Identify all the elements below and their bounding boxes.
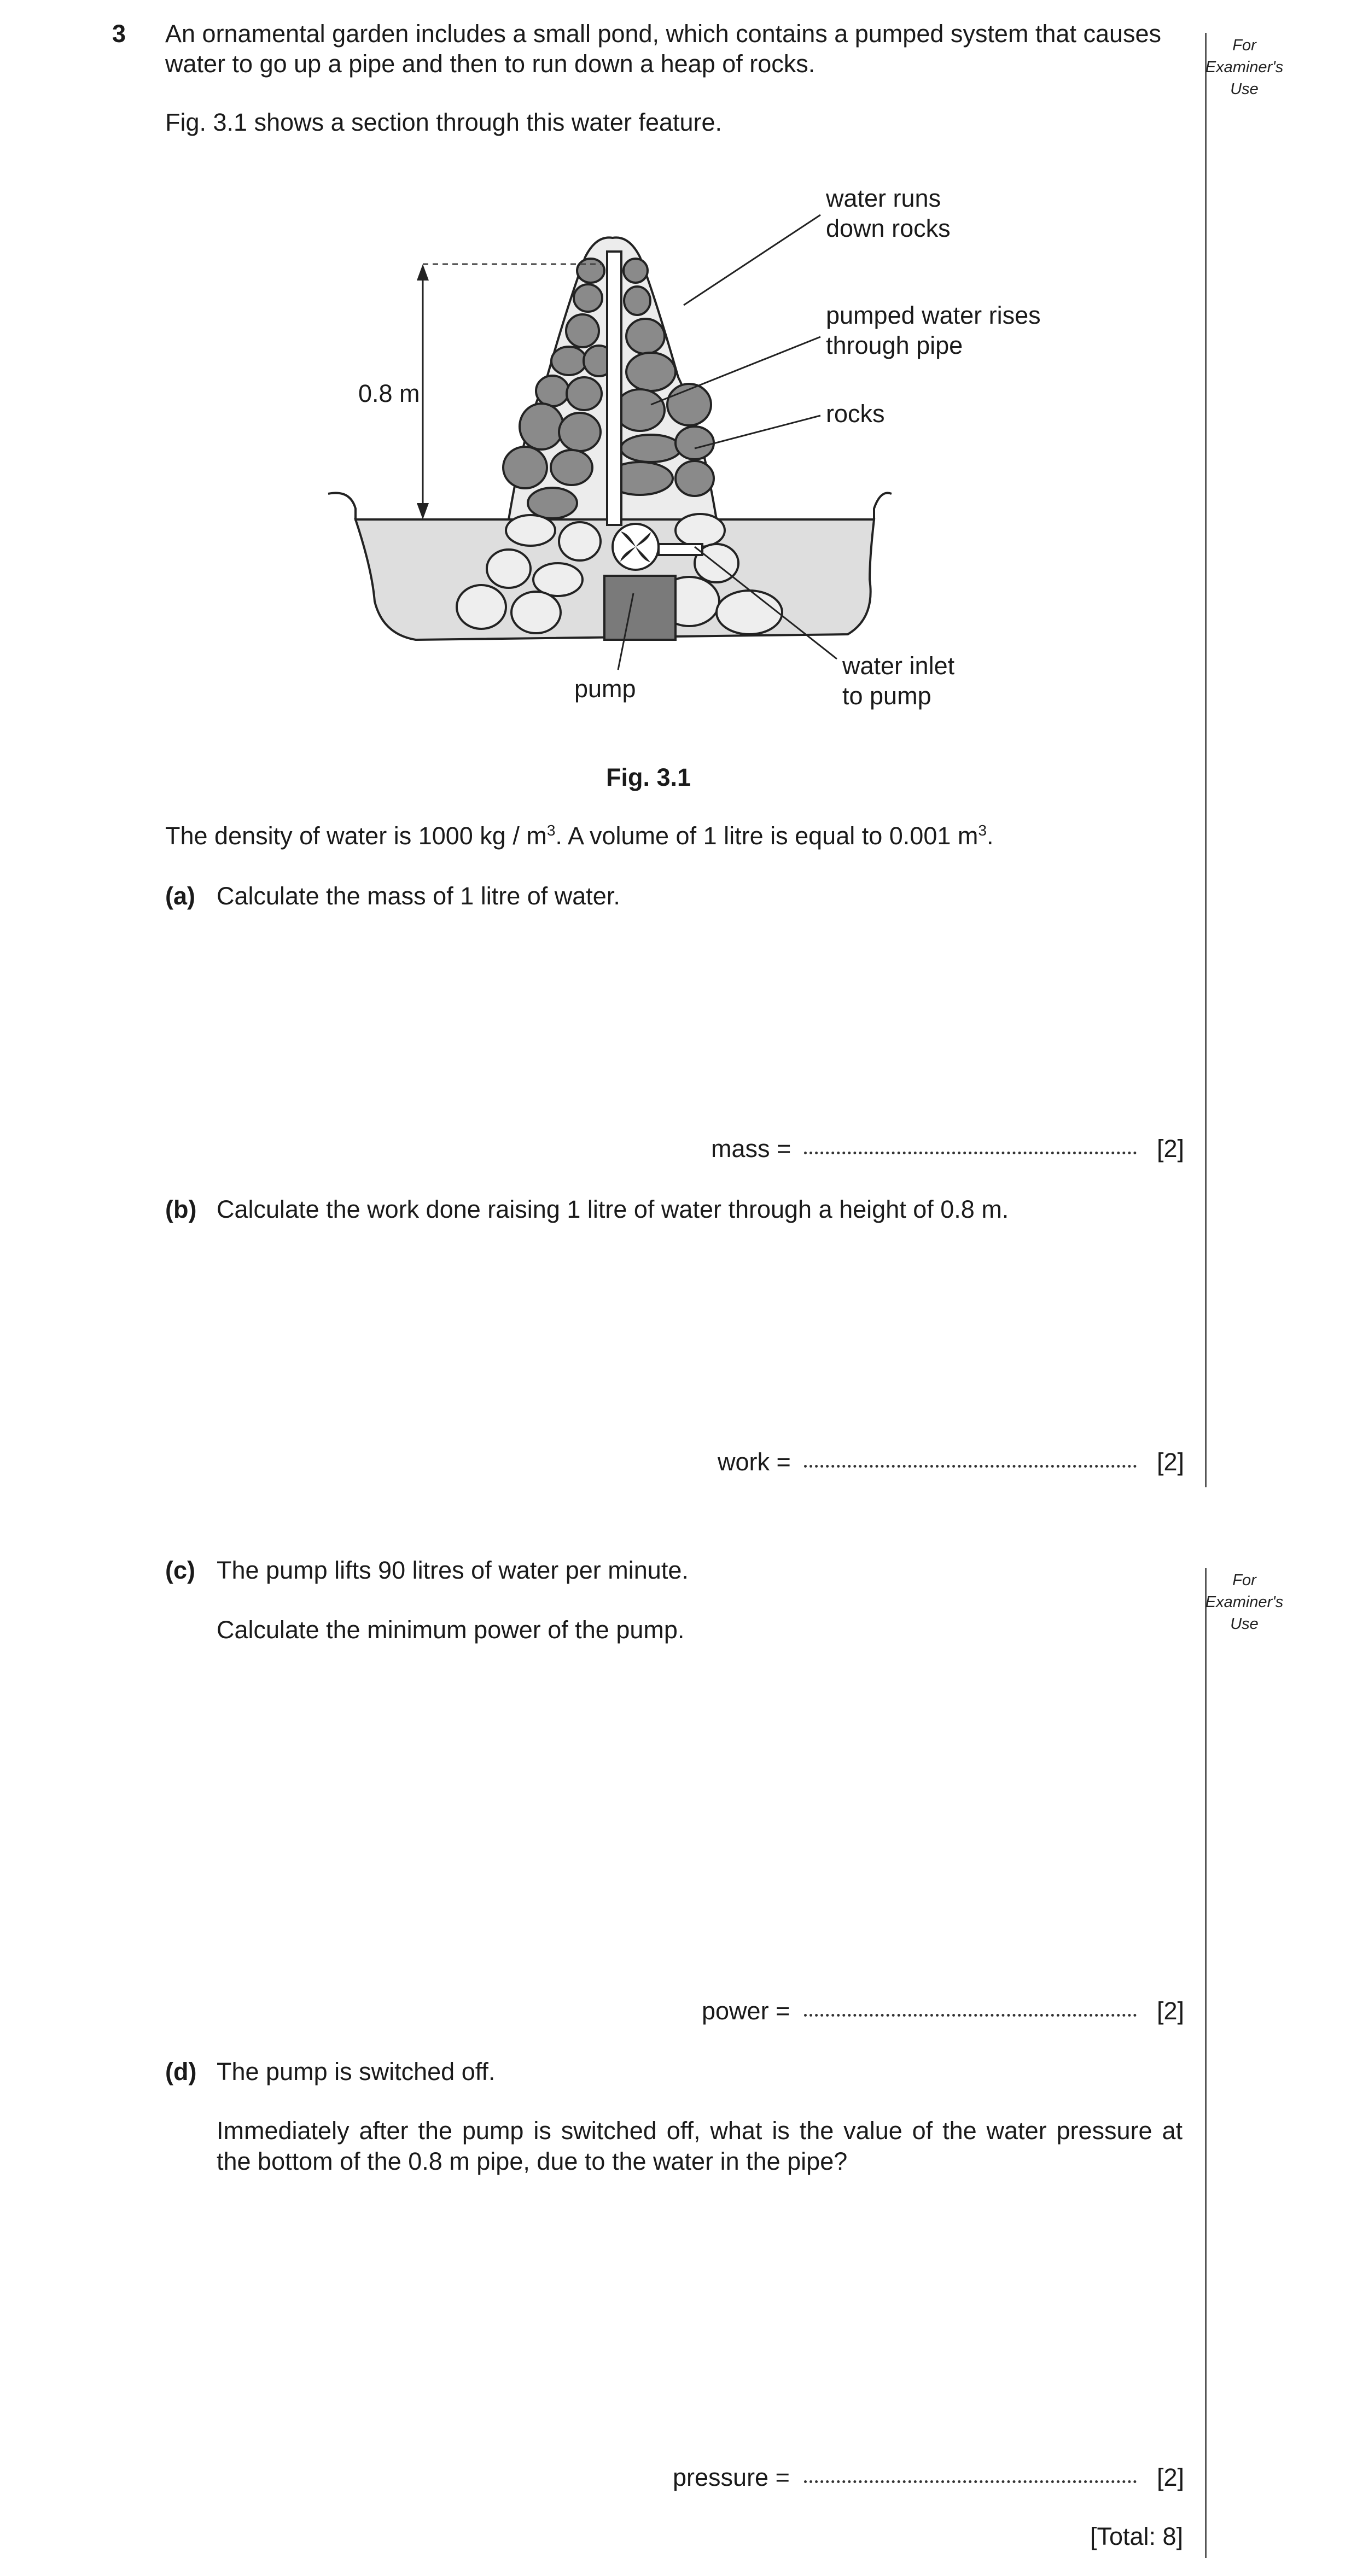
part-b-marks: [2] xyxy=(1157,1448,1185,1476)
question-number: 3 xyxy=(112,20,126,48)
part-a-marks: [2] xyxy=(1157,1135,1185,1163)
part-c-label: (c) xyxy=(165,1556,195,1584)
label-inlet-1: water inlet xyxy=(842,652,955,680)
height-label: 0.8 m xyxy=(358,379,420,407)
label-pumped-2: through pipe xyxy=(826,331,963,359)
part-c-text-2: Calculate the minimum power of the pump. xyxy=(217,1616,685,1644)
label-pump: pump xyxy=(574,675,636,703)
examiner-margin-line-bottom xyxy=(1205,1568,1207,2558)
examiner-use-note-bottom: For Examiner's Use xyxy=(1205,1572,1284,1633)
label-inlet-2: to pump xyxy=(842,682,931,710)
label-water-runs-1: water runs xyxy=(826,184,941,212)
work-answer-label: work = xyxy=(718,1448,791,1476)
part-c-text-1: The pump lifts 90 litres of water per minute. xyxy=(217,1556,689,1584)
pressure-answer-label: pressure = xyxy=(673,2463,790,2491)
power-answer-label: power = xyxy=(702,1997,790,2025)
part-c-marks: [2] xyxy=(1157,1997,1185,2025)
examiner-use-note-top: For Examiner's Use xyxy=(1205,37,1284,98)
part-b-label: (b) xyxy=(165,1195,197,1223)
examiner-margin-line-top xyxy=(1205,33,1207,1487)
pump-housing xyxy=(604,576,675,640)
density-sentence: The density of water is 1000 kg / $m^3$. A volume of 1 litre is equal to 0.001 $m^3$. xyxy=(165,822,994,850)
label-pumped-1: pumped water rises xyxy=(826,301,1041,329)
figure-caption: Fig. 3.1 xyxy=(606,763,691,791)
mass-answer-label: mass = xyxy=(711,1135,791,1163)
part-d-text-1: The pump is switched off. xyxy=(217,2058,496,2086)
part-d-label: (d) xyxy=(165,2058,197,2086)
mass-answer-line[interactable] xyxy=(804,1152,1137,1154)
label-water-runs-2: down rocks xyxy=(826,214,951,242)
pump-inlet xyxy=(659,544,702,555)
work-answer-line[interactable] xyxy=(804,1465,1137,1468)
water-feature-diagram xyxy=(323,164,1078,727)
part-d-text-2: Immediately after the pump is switched off, what is the value of the water pressure at xyxy=(217,2117,1183,2145)
pressure-answer-line[interactable] xyxy=(804,2480,1137,2483)
pipe xyxy=(607,252,621,525)
part-d-text-3: the bottom of the 0.8 m pipe, due to the water in the pipe? xyxy=(217,2147,848,2175)
power-answer-line[interactable] xyxy=(804,2014,1137,2017)
part-b-text: Calculate the work done raising 1 litre of water through a height of 0.8 m. xyxy=(217,1195,1009,1223)
intro-line-1: An ornamental garden includes a small pond, which contains a pumped system that causes xyxy=(165,20,1162,48)
part-a-label: (a) xyxy=(165,882,195,910)
total-marks: [Total: 8] xyxy=(1090,2522,1184,2550)
part-d-marks: [2] xyxy=(1157,2463,1185,2491)
intro-line-2: water to go up a pipe and then to run down a heap of rocks. xyxy=(165,50,816,78)
label-rocks: rocks xyxy=(826,400,885,428)
part-a-text: Calculate the mass of 1 litre of water. xyxy=(217,882,620,910)
fig-intro: Fig. 3.1 shows a section through this water feature. xyxy=(165,108,723,136)
